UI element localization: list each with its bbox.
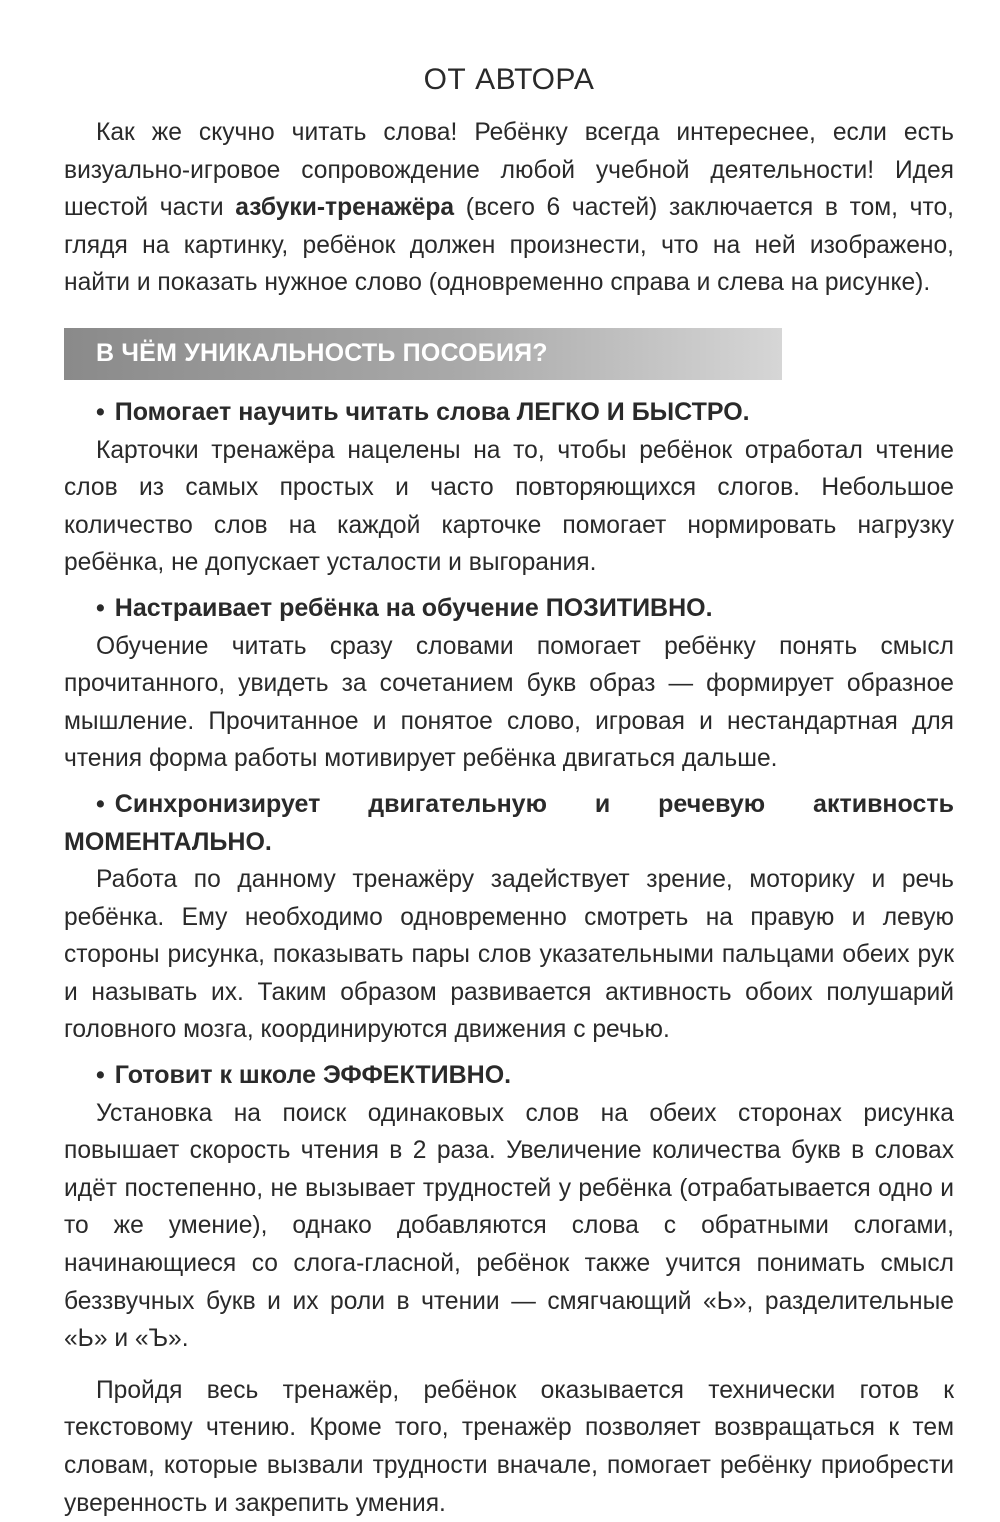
- intro-text-end: (всего 6 частей) заключается в том, что, глядя на картинку, ребёнок должен произнести, что на ней изображено, найти и показать нужное слово (одновременно справа и слева на рисунке).: [64, 194, 954, 297]
- section-heading-1: [64, 394, 954, 432]
- bullet-icon: •: [96, 593, 105, 622]
- section-text-1: Карточки тренажёра нацелены на то, чтобы ребёнок отработал чтение слов из самых простых и часто повторяющихся слогов. Небольшое количество слов на каждой карточке помогает нормировать нагрузку ребёнка, не допускает усталости и выгорания.: [64, 436, 954, 577]
- bullet-icon: •: [96, 397, 105, 426]
- page: [64, 52, 954, 1522]
- section-heading-text: Настраивает ребёнка на обучение ПОЗИТИВНО.: [114, 593, 713, 622]
- section-heading-3: [64, 786, 954, 861]
- section-heading-text: Синхронизирует двигательную и речевую активность МОМЕНТАЛЬНО.: [64, 789, 954, 856]
- bullet-icon: •: [96, 789, 105, 818]
- intro-bold-term: азбуки-тренажёра: [235, 194, 455, 222]
- section-banner: [64, 328, 782, 380]
- section-text-4: Установка на поиск одинаковых слов на обеих сторонах рисунка повышает скорость чтения в 2 раза. Увеличение количества букв в словах идёт постепенно, не вызывает трудностей у ребёнка (отрабатывается одно и то же умение), однако добавляются слова с обратными слогами, начинающиеся со слога-гласной, ребёнок также учится понимать смысл беззвучных букв и их роли в чтении — смягчающий «Ь», разделительные «Ь» и «Ъ».: [64, 1099, 954, 1353]
- bullet-icon: •: [96, 1061, 105, 1090]
- section-text-3: Работа по данному тренажёру задействует зрение, моторику и речь ребёнка. Ему необходимо одновременно смотреть на правую и левую стороны рисунка, показывать пары слов указательными пальцами обеих рук и называть их. Таким образом развивается активность обоих полушарий головного мозга, координируются движения с речью.: [64, 866, 954, 1044]
- closing-paragraph: Пройдя весь тренажёр, ребёнок оказывается технически готов к текстовому чтению. Кроме того, тренажёр позволяет возвращаться к тем словам, которые вызвали трудности вначале, помогает ребёнку приобрести уверенность и закрепить умения.: [64, 1376, 954, 1517]
- section-heading-4: [64, 1057, 954, 1095]
- section-heading-text: Готовит к школе ЭФФЕКТИВНО.: [114, 1061, 512, 1090]
- intro-paragraph: [64, 114, 954, 302]
- section-text-2: Обучение читать сразу словами помогает ребёнку понять смысл прочитанного, увидеть за сочетанием букв образ — формирует образное мышление. Прочитанное и понятое слово, игровая и нестандартная для чтения форма работы мотивирует ребёнка двигаться дальше.: [64, 632, 954, 773]
- intro-text-start: Как же скучно читать слова! Ребёнку всегда интереснее, если есть визуально-игровое сопровождение любой учебной деятельности! Идея шестой части: [64, 119, 954, 222]
- section-heading-2: [64, 590, 954, 628]
- page-title: ОТ АВТОРА: [423, 63, 595, 96]
- banner-title: В ЧЁМ УНИКАЛЬНОСТЬ ПОСОБИЯ?: [96, 339, 548, 368]
- section-heading-text: Помогает научить читать слова ЛЕГКО И БЫСТРО.: [114, 397, 750, 426]
